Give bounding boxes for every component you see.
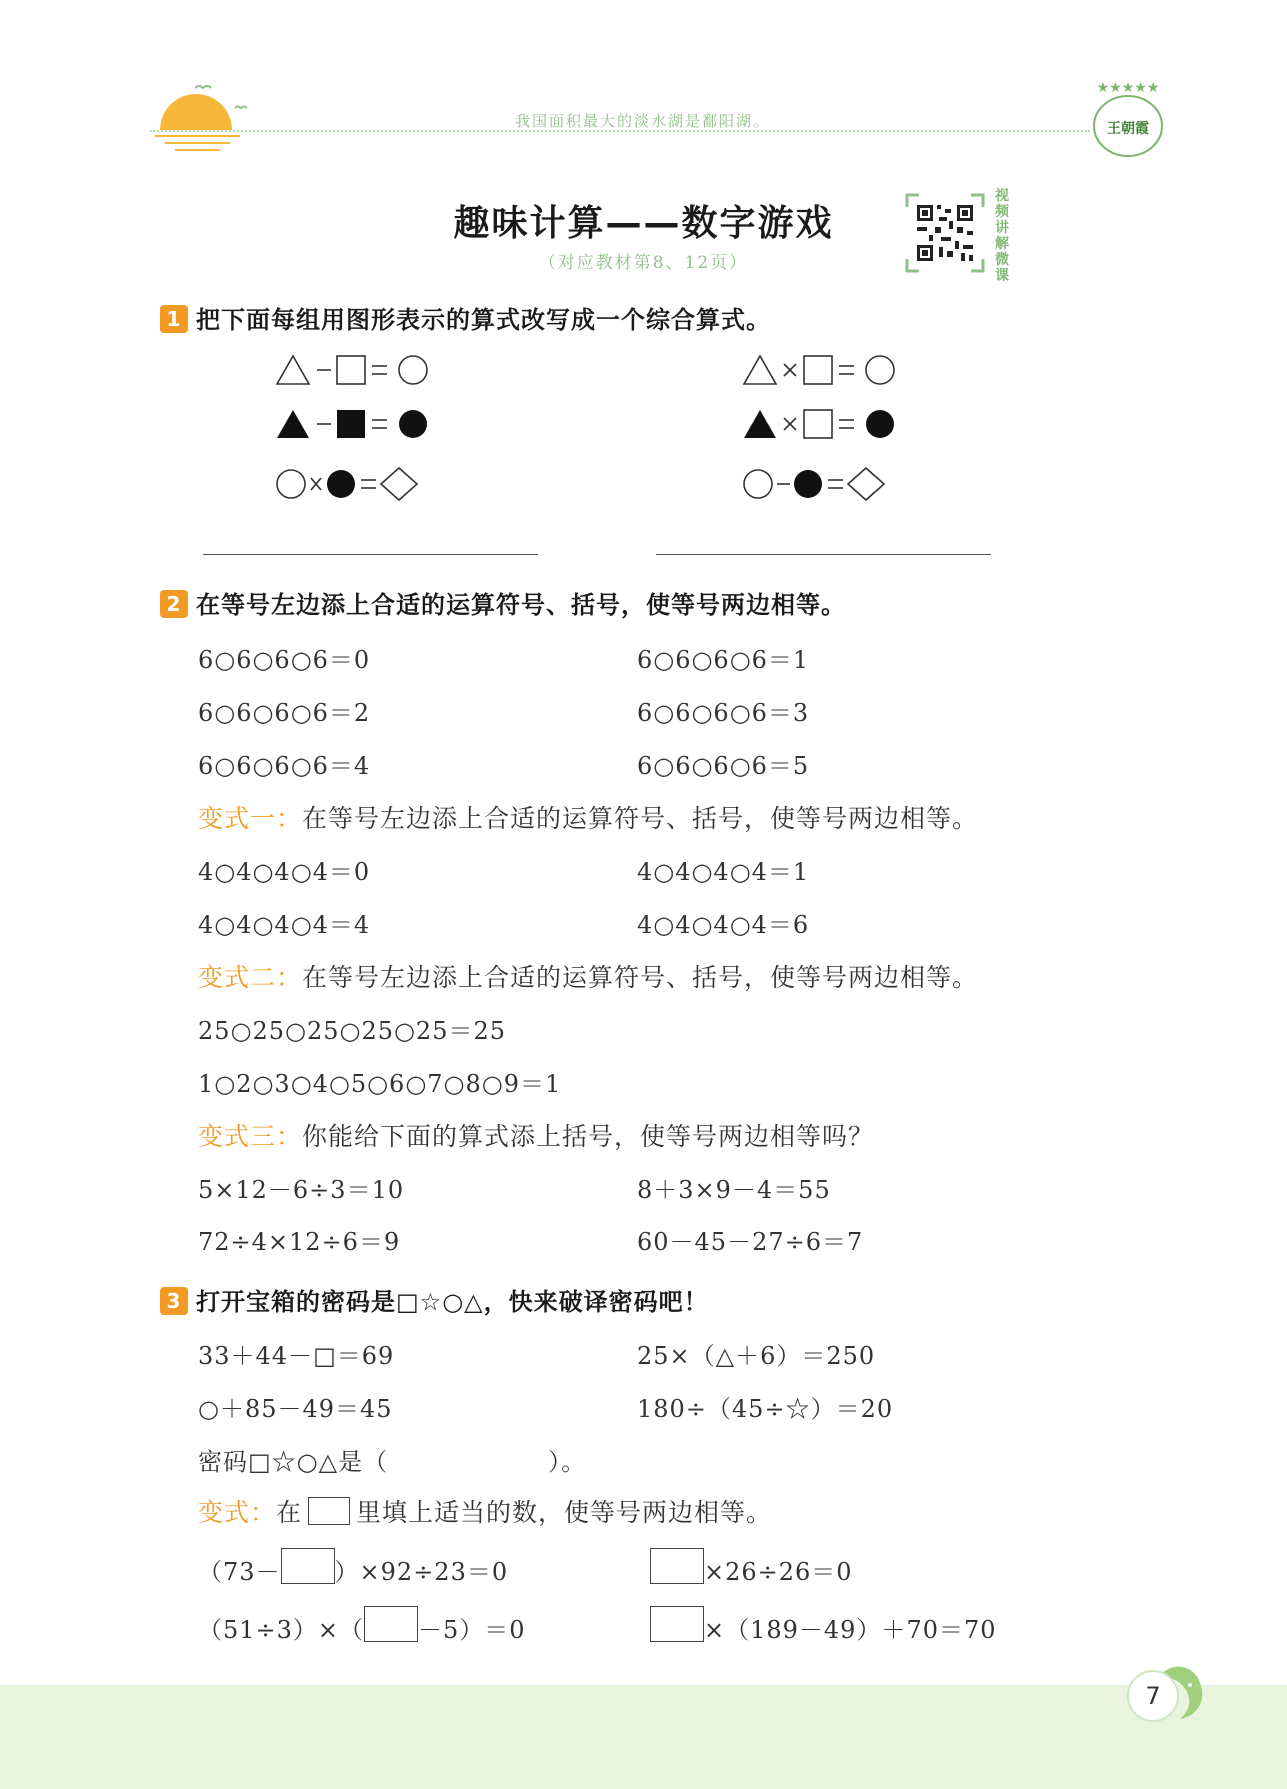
q2-v3-row2-left: 72÷4×12÷6＝9 (198, 1228, 401, 1256)
brand-logo-text: 王朝霞 (1107, 121, 1149, 137)
svg-text:★★★★★: ★★★★★ (1096, 80, 1160, 96)
q1-right-row-3 (742, 466, 922, 502)
q2-v1-row1-right: 4○4○4○4＝1 (637, 858, 810, 886)
page-title: 趣味计算——数字游戏 (453, 203, 834, 244)
header-tagline: 我国面积最大的淡水湖是鄱阳湖。 (515, 112, 771, 130)
q2-v3-row2-right: 60－45－27÷6＝7 (637, 1228, 864, 1256)
q3-row2-right: 180÷（45÷☆）＝20 (637, 1395, 894, 1423)
q2-v1-row2-left: 4○4○4○4＝4 (198, 911, 371, 939)
q2-v3-row1-left: 5×12－6÷3＝10 (198, 1176, 405, 1204)
qr-side-label: 视 频 讲 解 微 课 (995, 188, 1009, 284)
qr-code-icon[interactable] (905, 193, 985, 273)
q2-variant2: 变式二：在等号左边添上合适的运算符号、括号，使等号两边相等。 (198, 963, 979, 992)
q2-variant1: 变式一：在等号左边添上合适的运算符号、括号，使等号两边相等。 (198, 804, 979, 833)
q1-heading: 1 把下面每组用图形表示的算式改写成一个综合算式。 (160, 300, 771, 335)
q3-heading: 3 打开宝箱的密码是□☆○△，快来破译密码吧！ (160, 1282, 709, 1317)
q3-v-row2-right: ×（189－49）＋70＝70 (650, 1606, 997, 1645)
q3-row2-left: ○＋85－49＝45 (198, 1395, 393, 1423)
footer-band (0, 1685, 1287, 1789)
q3-variant: 变式：在 里填上适当的数，使等号两边相等。 (198, 1498, 773, 1527)
q3-number: 3 (160, 1287, 188, 1315)
page-subtitle: （对应教材第8、12页） (538, 253, 749, 273)
q3-variant-box-icon (308, 1497, 350, 1525)
q3-v-row1-left-blank[interactable] (281, 1548, 335, 1584)
q3-row1-left: 33＋44－□＝69 (198, 1342, 395, 1370)
page-number: 7 (1127, 1670, 1179, 1722)
q2-row2-right: 6○6○6○6＝3 (637, 699, 810, 727)
q3-v-row2-left: （51÷3）×（ －5）＝0 (198, 1606, 526, 1645)
q1-answer-line-right[interactable] (656, 554, 991, 555)
q2-row2-left: 6○6○6○6＝2 (198, 699, 371, 727)
q3-v-row1-right-blank[interactable] (650, 1548, 704, 1584)
q2-variant3: 变式三：你能给下面的算式添上括号，使等号两边相等吗？ (198, 1122, 875, 1151)
q3-v-row2-right-blank[interactable] (650, 1606, 704, 1642)
q3-v-row1-right: ×26÷26＝0 (650, 1548, 853, 1587)
q1-left-row-3 (275, 466, 455, 502)
brand-logo (1088, 78, 1168, 163)
q1-right-row-2 (742, 407, 922, 441)
q2-row3-left: 6○6○6○6＝4 (198, 752, 371, 780)
q3-code-line: 密码□☆○△是（ ）。 (198, 1448, 587, 1476)
q2-v2-row2: 1○2○3○4○5○6○7○8○9＝1 (198, 1070, 562, 1098)
q1-left-row-2 (275, 407, 455, 441)
q1-left-row-1 (275, 353, 455, 387)
q2-row1-right: 6○6○6○6＝1 (637, 646, 810, 674)
q2-heading: 2 在等号左边添上合适的运算符号、括号，使等号两边相等。 (160, 585, 846, 620)
sun-logo (150, 78, 260, 158)
q1-answer-line-left[interactable] (203, 554, 538, 555)
q2-v1-row1-left: 4○4○4○4＝0 (198, 858, 371, 886)
q2-v1-row2-right: 4○4○4○4＝6 (637, 911, 810, 939)
q2-v3-row1-right: 8＋3×9－4＝55 (637, 1176, 831, 1204)
q2-row3-right: 6○6○6○6＝5 (637, 752, 810, 780)
q3-row1-right: 25×（△＋6）＝250 (637, 1342, 876, 1370)
q1-right-row-1 (742, 353, 922, 387)
q2-v2-row1: 25○25○25○25○25＝25 (198, 1017, 506, 1045)
q3-v-row2-left-blank[interactable] (364, 1606, 418, 1642)
q3-v-row1-left: （73－ ）×92÷23＝0 (198, 1548, 508, 1587)
q2-number: 2 (160, 590, 188, 618)
q2-row1-left: 6○6○6○6＝0 (198, 646, 371, 674)
q1-number: 1 (160, 305, 188, 333)
